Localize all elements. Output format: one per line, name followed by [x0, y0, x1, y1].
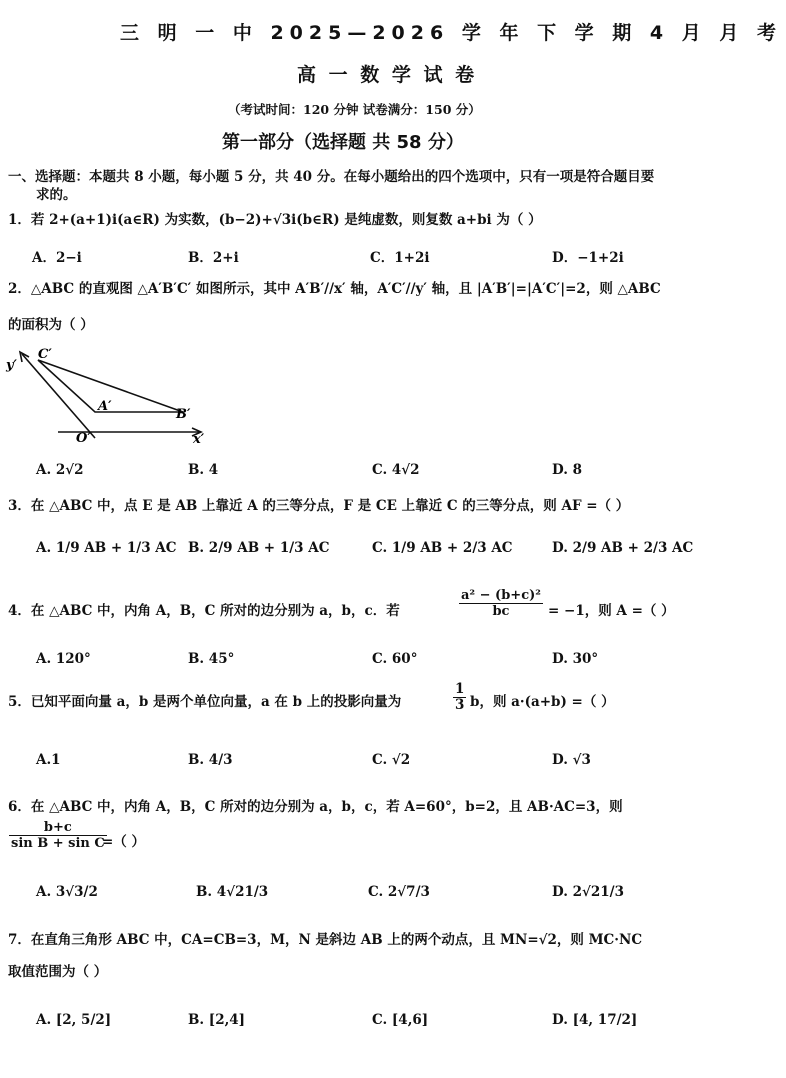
q3-option-d[interactable]: D. 2/9 AB + 2/3 AC	[552, 540, 694, 556]
question-4-text-b: = −1，则 A =（ ）	[548, 603, 675, 619]
question-7-line1: 7．在直角三角形 ABC 中，CA=CB=3，M，N 是斜边 AB 上的两个动点，且 MN=√2，则 MC·NC	[8, 932, 643, 948]
q6-option-a[interactable]: A. 3√3/2	[36, 884, 98, 900]
q6-fraction-denominator: sin B + sin C	[11, 836, 105, 851]
question-6-line1: 6．在 △ABC 中，内角 A，B，C 所对的边分别为 a，b，c，若 A=60°，b=2，且 AB·AC=3，则	[8, 799, 623, 815]
q1-option-d[interactable]: D．−1+2i	[552, 250, 624, 266]
q2-option-c[interactable]: C. 4√2	[372, 462, 420, 478]
q3-option-a[interactable]: A. 1/9 AB + 1/3 AC	[36, 540, 177, 556]
q4-option-b[interactable]: B. 45°	[188, 651, 235, 667]
q7-option-b[interactable]: B. [2,4]	[188, 1012, 246, 1028]
question-4-text-a: 4．在 △ABC 中，内角 A，B，C 所对的边分别为 a，b，c．若	[8, 603, 400, 619]
q7-option-c[interactable]: C. [4,6]	[372, 1012, 429, 1028]
label-a-prime: A′	[98, 399, 112, 414]
q2-oblique-figure	[0, 340, 230, 450]
question-7-line2: 取值范围为（ ）	[8, 964, 108, 980]
q6-option-b[interactable]: B. 4√21/3	[196, 884, 269, 900]
q6-option-d[interactable]: D. 2√21/3	[552, 884, 625, 900]
q7-option-a[interactable]: A. [2, 5/2]	[36, 1012, 112, 1028]
q4-fraction-denominator: bc	[492, 604, 510, 619]
q2-option-b[interactable]: B. 4	[188, 462, 219, 478]
label-c-prime: C′	[38, 347, 52, 362]
q6-option-c[interactable]: C. 2√7/3	[368, 884, 430, 900]
q4-fraction-numerator: a² − (b+c)²	[461, 588, 541, 603]
label-o-prime: O′	[76, 431, 91, 446]
question-3-text: 3．在 △ABC 中，点 E 是 AB 上靠近 A 的三等分点，F 是 CE 上靠近 C 的三等分点，则 AF =（ ）	[8, 498, 630, 514]
exam-subtitle: 高 一 数 学 试 卷	[297, 64, 478, 86]
q6-fraction-numerator: b+c	[9, 820, 107, 836]
q1-option-b[interactable]: B．2+i	[188, 250, 239, 266]
question-1-text: 1．若 2+(a+1)i(a∈R) 为实数，(b−2)+√3i(b∈R) 是纯虚数，则复数 a+bi 为（ ）	[8, 212, 542, 228]
q6-fraction	[8, 820, 108, 851]
label-b-prime: B′	[176, 407, 191, 422]
question-2-line2: 的面积为（ ）	[8, 317, 94, 333]
question-6-tail: =（ ）	[102, 834, 146, 850]
q1-option-a[interactable]: A．2−i	[32, 250, 82, 266]
section-heading-line1: 一、选择题：本题共 8 小题，每小题 5 分，共 40 分。在每小题给出的四个选项中，只有一项是符合题目要	[8, 169, 655, 185]
section-heading-line2: 求的。	[36, 187, 77, 203]
question-5-text-a: 5．已知平面向量 a，b 是两个单位向量，a 在 b 上的投影向量为	[8, 694, 402, 710]
q5-option-b[interactable]: B. 4/3	[188, 752, 233, 768]
question-2-line1: 2．△ABC 的直观图 △A′B′C′ 如图所示，其中 A′B′//x′ 轴，A′C′//y′ 轴，且 |A′B′|=|A′C′|=2，则 △ABC	[8, 281, 661, 297]
q5-option-c[interactable]: C. √2	[372, 752, 411, 768]
q7-option-d[interactable]: D. [4, 17/2]	[552, 1012, 638, 1028]
q5-option-d[interactable]: D. √3	[552, 752, 591, 768]
label-x-prime: x′	[193, 432, 205, 447]
q4-option-a[interactable]: A. 120°	[36, 651, 91, 667]
label-y-prime: y′	[6, 358, 17, 373]
q4-option-d[interactable]: D. 30°	[552, 651, 599, 667]
exam-info: （考试时间：120 分钟 试卷满分：150 分）	[228, 102, 481, 117]
question-5-text-b: b，则 a·(a+b) =（ ）	[470, 694, 615, 710]
q2-option-d[interactable]: D. 8	[552, 462, 583, 478]
q1-option-c[interactable]: C．1+2i	[370, 250, 430, 266]
q3-option-c[interactable]: C. 1/9 AB + 2/3 AC	[372, 540, 513, 556]
exam-title: 三 明 一 中 2025—2026 学 年 下 学 期 4 月 月 考	[120, 22, 782, 44]
q5-option-a[interactable]: A.1	[36, 752, 61, 768]
q5-fraction-one-third: $\frac{1}{3}$	[455, 681, 465, 713]
q3-option-b[interactable]: B. 2/9 AB + 1/3 AC	[188, 540, 330, 556]
q2-option-a[interactable]: A. 2√2	[36, 462, 84, 478]
q4-option-c[interactable]: C. 60°	[372, 651, 418, 667]
part-title: 第一部分（选择题 共 58 分）	[222, 132, 464, 153]
q4-fraction	[458, 588, 544, 619]
